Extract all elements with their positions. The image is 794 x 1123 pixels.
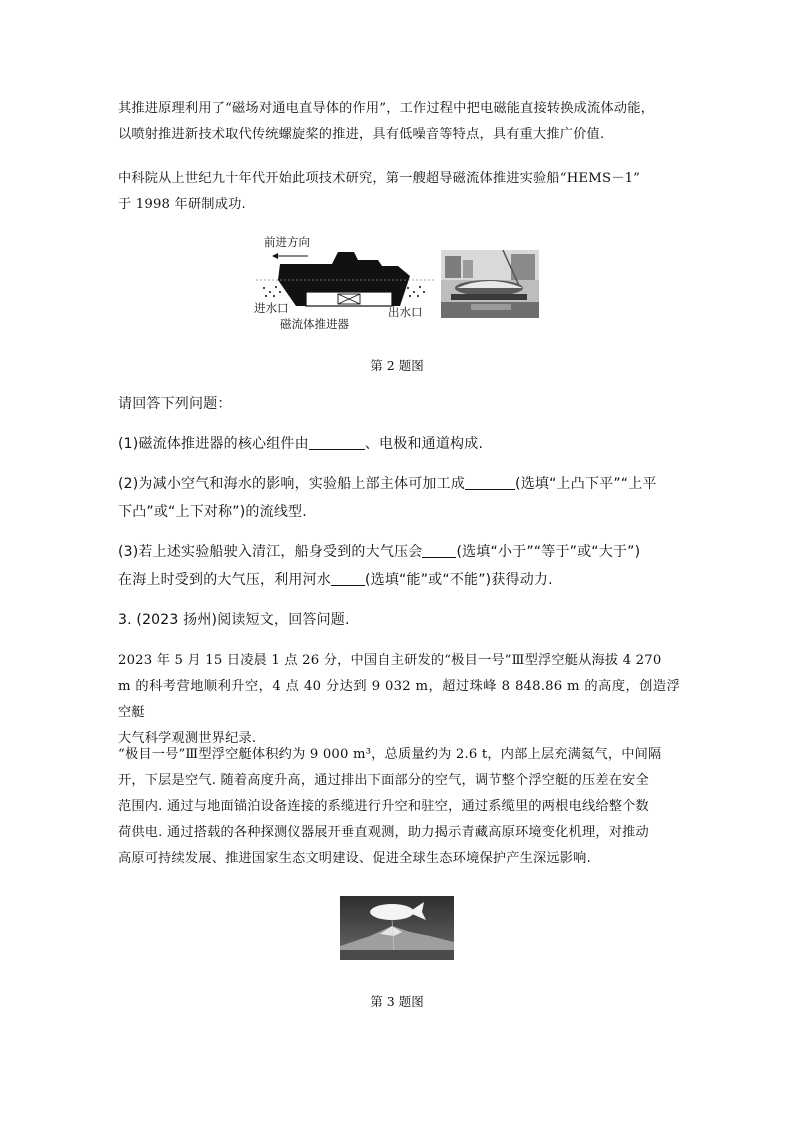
passage-paragraph-1: [118, 648, 680, 752]
direction-label: 前进方向: [264, 235, 310, 249]
intro-paragraph-2: [118, 166, 680, 218]
questions-intro: 请回答下列问题：: [118, 396, 232, 412]
q2-answer-blank[interactable]: [465, 475, 515, 490]
inlet-water-dots: [263, 286, 281, 297]
passage-paragraph-2: [118, 742, 680, 872]
para4-line2: 开，下层是空气. 随着高度升高，通过排出下面部分的空气，调节整个浮空艇的压差在安全: [118, 773, 649, 788]
inlet-label: 进水口: [254, 301, 289, 315]
para4-line4: 荷供电. 通过搭载的各种探测仪器展开垂直观测，助力揭示青藏高原环境变化机理，对推动: [118, 825, 649, 840]
q2-text-after: (选填“上凸下平”“上平: [515, 476, 657, 492]
direction-arrowhead: [272, 253, 278, 259]
figure3-caption: 第 3 题图: [370, 994, 424, 1009]
q3-text-before: (3)若上述实验船驶入清江，船身受到的大气压会: [118, 544, 423, 560]
para2-line1: 中科院从上世纪九十年代开始此项技术研究，第一艘超导磁流体推进实验船“HEMS－1”: [118, 171, 641, 186]
question-1: [118, 430, 680, 458]
ship-photo: [441, 250, 539, 318]
q3-line2-before: 在海上时受到的大气压，利用河水: [118, 572, 331, 588]
thruster-label: 磁流体推进器: [280, 317, 349, 331]
para1-line2: 以喷射推进新技术取代传统螺旋桨的推进，具有低噪音等特点，具有重大推广价值.: [118, 127, 605, 142]
question-2: [118, 470, 680, 526]
para1-line1: 其推进原理利用了“磁场对通电直导体的作用”，工作过程中把电磁能直接转换成流体动能，: [118, 101, 654, 116]
para4-line5: 高原可持续发展、推进国家生态文明建设、促进全球生态环境保护产生深远影响.: [118, 851, 591, 866]
outlet-water-dots: [407, 286, 425, 297]
outlet-label: 出水口: [388, 305, 423, 319]
para4-line1: “极目一号”Ⅲ型浮空艇体积约为 9 000 m³，总质量约为 2.6 t，内部上层充满氦气，中间隔: [118, 747, 662, 762]
para3-line2: m 的科考营地顺利升空，4 点 40 分达到 9 032 m，超过珠峰 8 848.86 m 的高度，创造浮空艇: [118, 679, 680, 720]
para3-line3: 大气科学观测世界纪录.: [118, 731, 257, 746]
figure2-caption: 第 2 题图: [370, 358, 424, 373]
q3-answer-blank-2[interactable]: [331, 571, 365, 586]
para4-line3: 范围内. 通过与地面锚泊设备连接的系缆进行升空和驻空，通过系缆里的两根电线给整个数: [118, 799, 649, 814]
q1-text-before: (1)磁流体推进器的核心组件由: [118, 436, 309, 452]
ship-diagram: [250, 230, 440, 335]
para2-line2: 于 1998 年研制成功.: [118, 197, 246, 212]
airship-photo: [340, 896, 454, 960]
q3-answer-blank-1[interactable]: [422, 543, 456, 558]
q2-line2: 下凸”或“上下对称”)的流线型.: [118, 504, 307, 520]
q3-text-middle: (选填“小于”“等于”或“大于”): [456, 544, 641, 560]
question-3: [118, 538, 680, 594]
problem-3-title: 3. (2023 扬州)阅读短文，回答问题.: [118, 612, 350, 628]
q2-text-before: (2)为减小空气和海水的影响，实验船上部主体可加工成: [118, 476, 466, 492]
intro-paragraph-1: [118, 96, 680, 148]
q3-line2-after: (选填“能”或“不能”)获得动力.: [365, 572, 553, 588]
q1-answer-blank[interactable]: [309, 435, 365, 450]
q1-text-after: 、电极和通道构成.: [364, 436, 484, 452]
para3-line1: 2023 年 5 月 15 日凌晨 1 点 26 分，中国自主研发的“极目一号”Ⅲ型浮空艇从海拔 4 270: [118, 653, 662, 668]
